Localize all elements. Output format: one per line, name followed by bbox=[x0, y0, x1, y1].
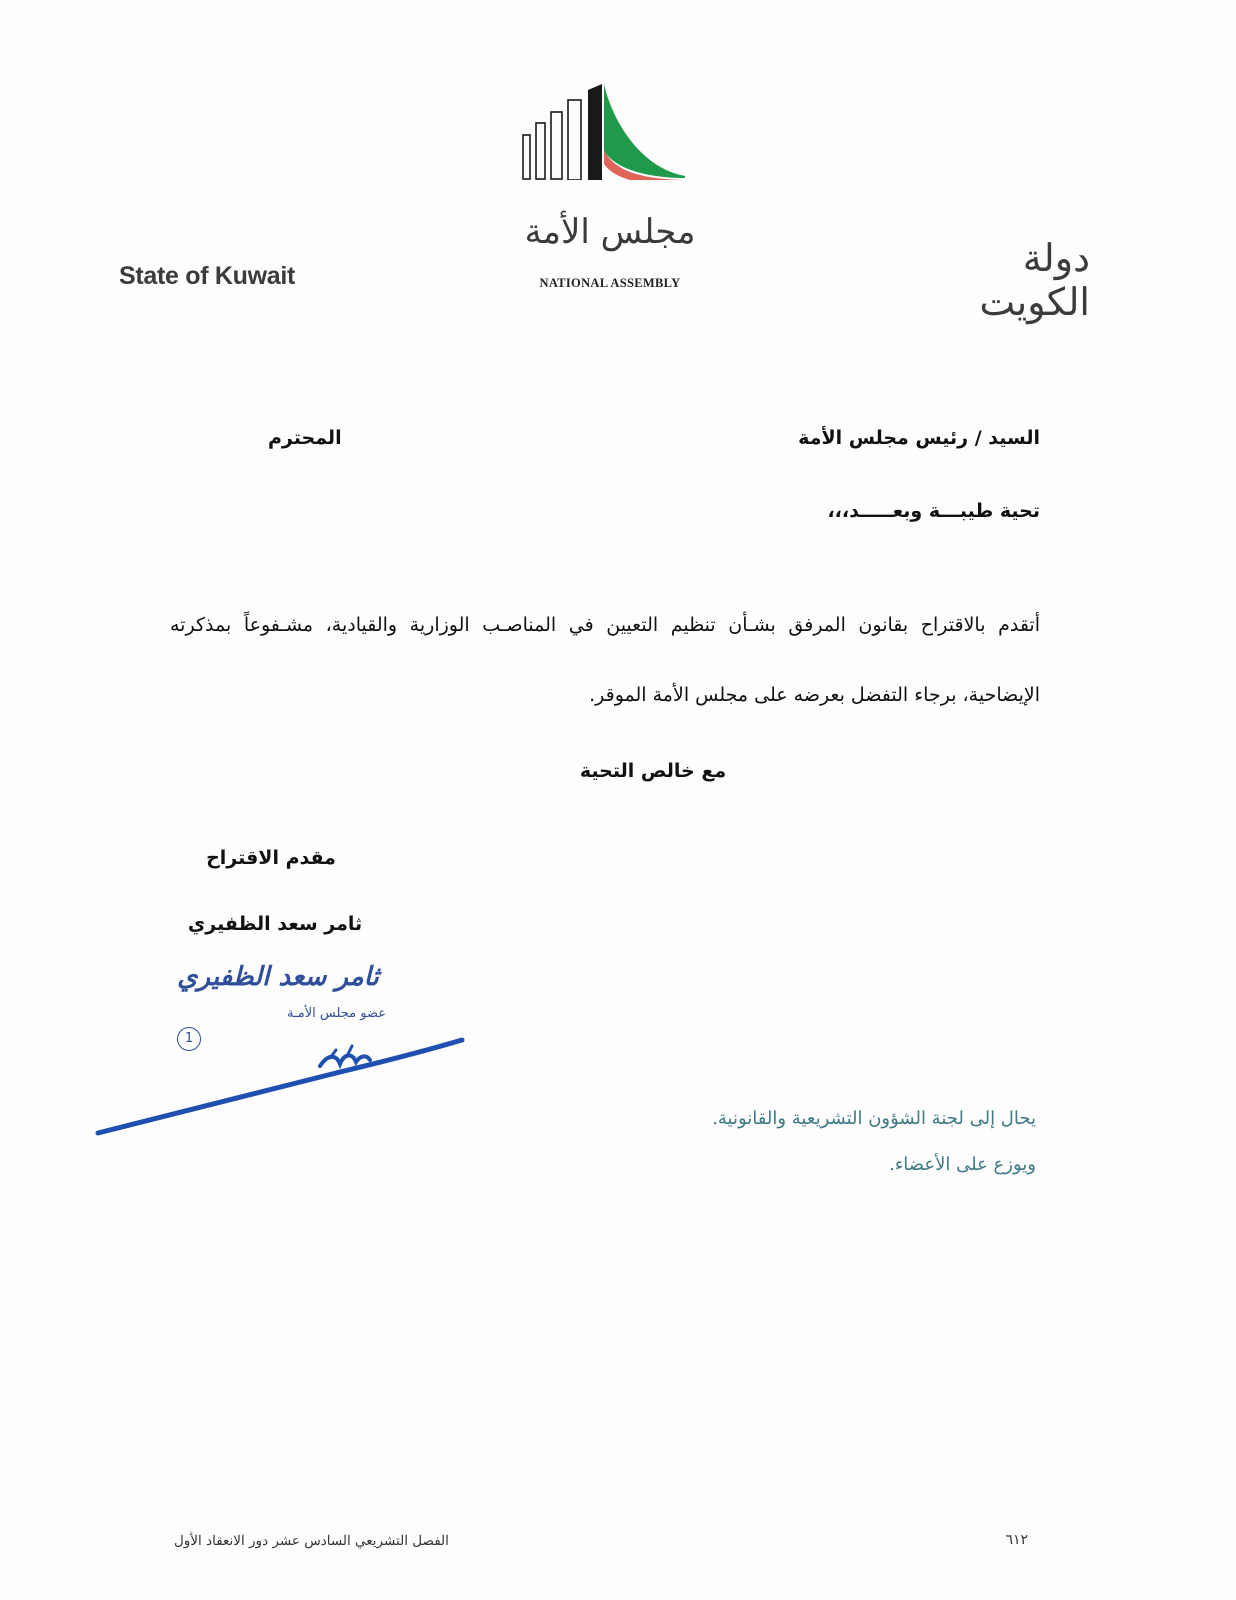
salutation: السيد / رئيس مجلس الأمة bbox=[798, 427, 1040, 449]
greeting: تحية طيبـــة وبعـــــد،،، bbox=[827, 500, 1040, 522]
handwritten-signature-icon bbox=[90, 1020, 480, 1150]
proposer-name: ثامر سعد الظفيري bbox=[187, 913, 363, 935]
honorific: المحترم bbox=[268, 427, 342, 449]
referral-line-1: يحال إلى لجنة الشؤون التشريعية والقانونية. bbox=[712, 1108, 1036, 1129]
logo-text-ar: مجلس الأمة bbox=[524, 212, 696, 252]
stamp-number: 1 bbox=[177, 1027, 201, 1051]
national-assembly-logo-icon bbox=[520, 80, 700, 180]
footer-session: الفصل التشريعي السادس عشر دور الانعقاد الأول bbox=[174, 1533, 449, 1549]
state-of-kuwait-ar: دولة الكويت bbox=[979, 236, 1090, 324]
letter-paragraph: أتقدم بالاقتراح بقانون المرفق بشـأن تنظيم التعيين في المناصـب الوزارية والقيادية، مشـفوعاً بمذكرته الإيضاحية، برجاء التفضل بعرضه على مجلس الأمة الموقر. bbox=[170, 614, 1040, 706]
state-of-kuwait-en: State of Kuwait bbox=[119, 262, 296, 290]
closing-line bbox=[0, 760, 1236, 782]
proposer-title: مقدم الاقتراح bbox=[206, 847, 336, 869]
page-number: ٦١٢ bbox=[1005, 1532, 1028, 1548]
referral-line-2: ويوزع على الأعضاء. bbox=[889, 1154, 1036, 1175]
closing-text: مع خالص التحية bbox=[579, 760, 727, 782]
stamp-role: عضو مجلس الأمـة bbox=[286, 1006, 386, 1021]
logo-text-en: NATIONAL ASSEMBLY bbox=[539, 276, 681, 290]
stamp-name: ثامر سعد الظفيري bbox=[177, 962, 379, 992]
